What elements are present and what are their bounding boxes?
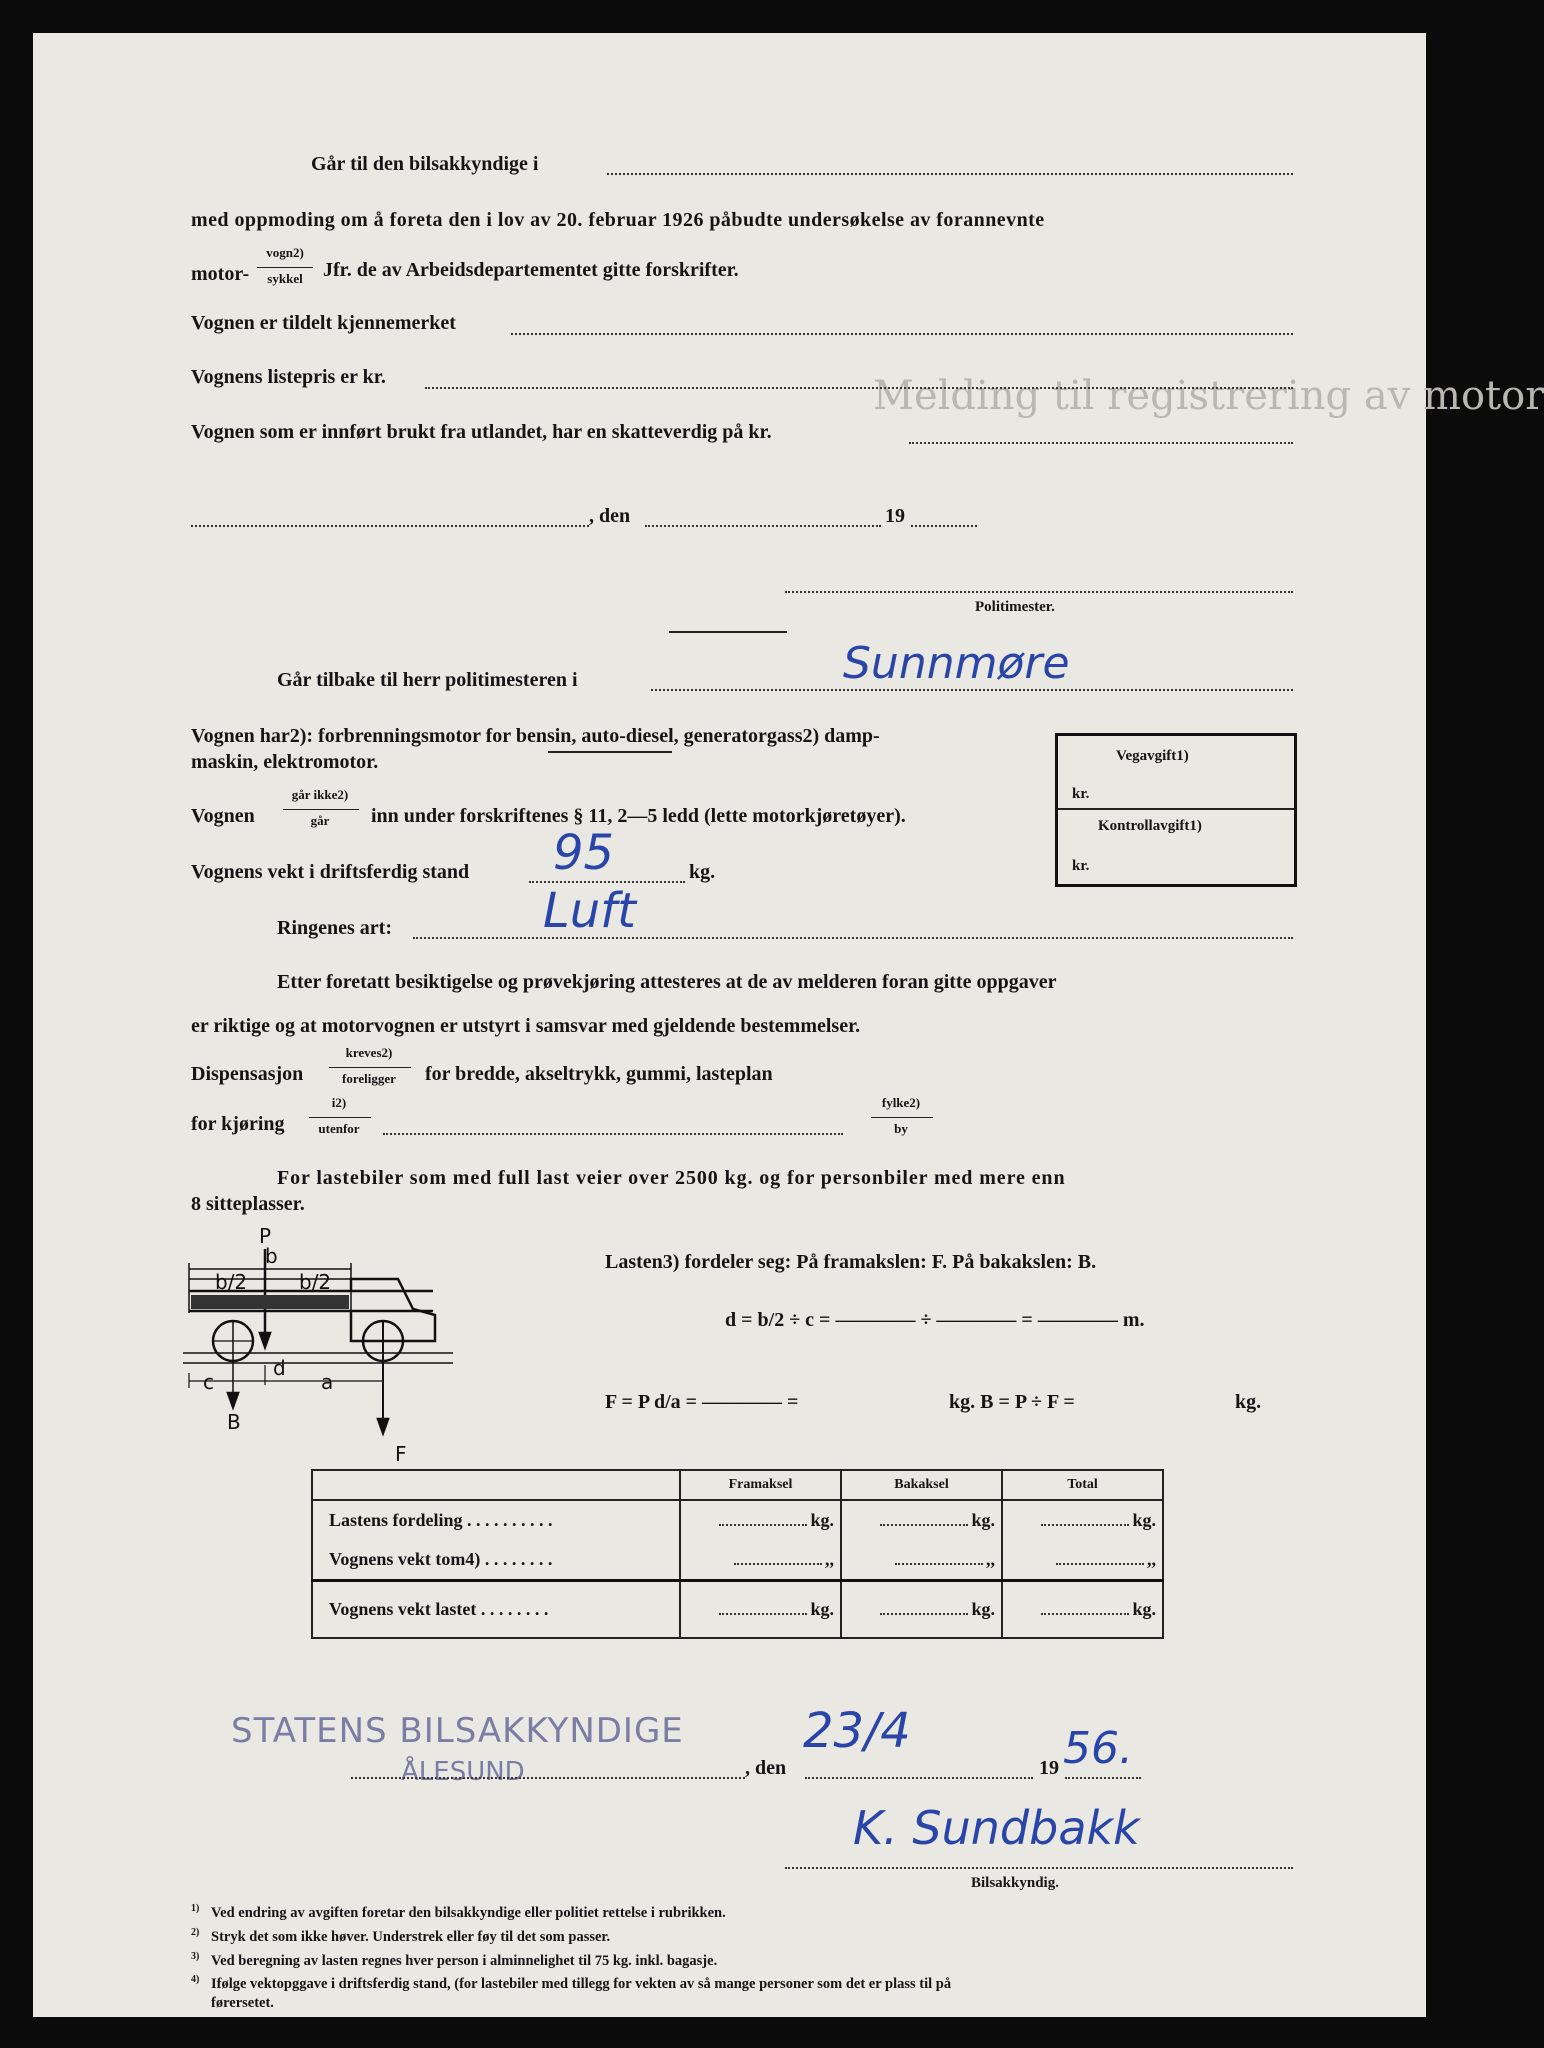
footnote-text: Ved endring av avgiften foretar den bilsakkyndige eller politiet rettelse i rubrikken. <box>211 1904 726 1921</box>
diagram-d: d <box>273 1356 286 1380</box>
table-cell[interactable]: kg. <box>841 1580 1002 1638</box>
returns-to-label: Går tilbake til herr politimesteren i <box>277 669 578 691</box>
county-frac-bottom: by <box>894 1121 908 1136</box>
county-frac-top: fylke2) <box>881 1095 921 1110</box>
table-cell[interactable]: ,, <box>1002 1540 1163 1580</box>
stamp-line-1: STATENS BILSAKKYNDIGE <box>231 1711 684 1751</box>
for-driving-label: for kjøring <box>191 1113 285 1135</box>
attest-line-1: Etter foretatt besiktigelse og prøvekjøring attesteres at de av melderen foran gitte oppgaver <box>277 971 1057 993</box>
diagram-P: P <box>259 1224 272 1248</box>
table-cell[interactable]: kg. <box>841 1500 1002 1540</box>
diagram-F: F <box>395 1442 407 1466</box>
table-row <box>312 1540 1163 1580</box>
motor-frac-top: vogn2) <box>266 245 304 260</box>
load-table <box>311 1469 1164 1639</box>
diagram-B: B <box>227 1410 241 1434</box>
table-cell[interactable]: kg. <box>680 1580 841 1638</box>
light-vehicle-vognen: Vognen <box>191 805 255 827</box>
drive-frac-bottom: utenfor <box>318 1121 360 1136</box>
police-signature-field[interactable] <box>785 591 1293 593</box>
tyres-label: Ringenes art: <box>277 917 392 939</box>
control-fee-label: Kontrollavgift1) <box>1098 818 1202 834</box>
disp-frac-top: kreves2) <box>345 1045 393 1060</box>
signoff-date-handwriting: 23/4 <box>803 1703 911 1759</box>
footnote-item <box>191 1923 951 1947</box>
date-field[interactable] <box>645 525 881 527</box>
table-cell[interactable]: kg. <box>1002 1500 1163 1540</box>
drive-frac-line <box>309 1117 371 1118</box>
signoff-year-prefix: 19 <box>1039 1757 1059 1779</box>
table-cell[interactable]: kg. <box>1002 1580 1163 1638</box>
motor-frac-line <box>257 267 313 268</box>
stamp-line-2: ÅLESUND <box>401 1757 525 1787</box>
table-cell[interactable]: ,, <box>841 1540 1002 1580</box>
import-value-field[interactable] <box>909 442 1293 444</box>
diagram-a: a <box>321 1370 334 1394</box>
footnotes <box>191 1899 951 2013</box>
county-field[interactable] <box>383 1133 843 1135</box>
road-tax-label: Vegavgift1) <box>1116 748 1189 764</box>
import-value-label: Vognen som er innført brukt fra utlandet, har en skatteverdig på kr. <box>191 421 772 443</box>
load-table-header-total: Total <box>1002 1470 1163 1500</box>
fee-box-divider <box>1058 808 1294 810</box>
expert-signature-field[interactable] <box>785 1867 1293 1869</box>
expert-location-field[interactable] <box>607 173 1293 175</box>
county-frac-line <box>871 1117 933 1118</box>
trucks-line-2: 8 sitteplasser. <box>191 1193 305 1215</box>
road-tax-kr[interactable]: kr. <box>1072 786 1090 802</box>
F-formula: F = P d/a = ———— = <box>605 1391 799 1413</box>
signoff-place-field[interactable] <box>351 1777 745 1779</box>
reg-mark-label: Vognen er tildelt kjennemerket <box>191 312 456 334</box>
place-field[interactable] <box>191 525 589 527</box>
goes-to-expert-label: Går til den bilsakkyndige i <box>311 153 539 175</box>
year-prefix: 19 <box>885 505 905 527</box>
tyres-handwriting: Luft <box>543 883 636 939</box>
diagram-b-half-1: b/2 <box>215 1270 248 1294</box>
bensin-underline <box>548 751 672 753</box>
section-divider <box>669 631 787 633</box>
weight-label: Vognens vekt i driftsferdig stand <box>191 861 470 883</box>
footnote-text: Ifølge vektopggave i driftsferdig stand, (for lastebiler med tillegg for vekten av så mange personer som det er plass til på <box>211 1976 952 1993</box>
disp-frac-line <box>329 1067 411 1068</box>
row-label: Lastens fordeling . . . . . . . . . . <box>312 1500 680 1540</box>
formula-kg-end: kg. <box>1235 1391 1262 1413</box>
footnote-number: 4) <box>191 1974 200 1986</box>
truck-load-diagram <box>183 1223 593 1473</box>
dispensation-label: Dispensasjon <box>191 1063 304 1085</box>
footnote-text: Ved beregning av lasten regnes hver person i alminnelighet til 75 kg. inkl. bagasje. <box>211 1952 718 1969</box>
list-price-label: Vognens listepris er kr. <box>191 366 386 388</box>
signoff-date-field[interactable] <box>805 1777 1033 1779</box>
expert-title: Bilsakkyndig. <box>971 1875 1059 1891</box>
footnote-item <box>191 1970 951 1994</box>
reg-mark-field[interactable] <box>511 333 1293 335</box>
attest-line-2: er riktige og at motorvognen er utstyrt i samsvar med gjeldende bestemmelser. <box>191 1015 861 1037</box>
weight-handwriting: 95 <box>553 825 615 881</box>
B-formula: kg. B = P ÷ F = <box>949 1391 1075 1413</box>
diagram-b: b <box>265 1244 278 1268</box>
footnote-text: førersetet. <box>211 1995 274 2012</box>
bleed-through-text: Melding til registrering av motor <box>873 373 1544 419</box>
load-table-header-rear: Bakaksel <box>841 1470 1002 1500</box>
disp-suffix: for bredde, akseltrykk, gummi, lasteplan <box>425 1063 773 1085</box>
disp-frac-bottom: foreligger <box>342 1071 396 1086</box>
motor-suffix: Jfr. de av Arbeidsdepartementet gitte forskrifter. <box>323 259 739 281</box>
returns-to-field[interactable] <box>651 689 1293 691</box>
row-label: Vognens vekt tom4) . . . . . . . . <box>312 1540 680 1580</box>
fee-box <box>1055 733 1297 887</box>
table-cell[interactable]: ,, <box>680 1540 841 1580</box>
year-field[interactable] <box>911 525 977 527</box>
light-frac-line <box>283 809 359 810</box>
diagram-b-half-2: b/2 <box>299 1270 332 1294</box>
police-chief-title: Politimester. <box>975 599 1055 615</box>
d-formula: d = b/2 ÷ c = ———— ÷ ———— = ———— m. <box>725 1309 1145 1331</box>
load-split-line: Lasten3) fordeler seg: På framakslen: F. På bakakslen: B. <box>605 1251 1097 1273</box>
drive-frac-top: i2) <box>331 1095 347 1110</box>
table-row <box>312 1500 1163 1540</box>
engine-line-2: maskin, elektromotor. <box>191 751 379 773</box>
row-label: Vognens vekt lastet . . . . . . . . <box>312 1580 680 1638</box>
light-frac-bottom: går <box>310 813 330 828</box>
signoff-year-handwriting: 56. <box>1063 1723 1133 1774</box>
date-den-label: , den <box>589 505 631 527</box>
footnote-number: 1) <box>191 1903 200 1914</box>
footnote-item <box>191 1947 951 1971</box>
request-line: med oppmoding om å foreta den i lov av 20. februar 1926 påbudte undersøkelse av forannevnte <box>191 209 1045 231</box>
table-cell[interactable]: kg. <box>680 1500 841 1540</box>
motor-prefix: motor- <box>191 263 250 285</box>
footnote-item <box>191 1899 951 1923</box>
motor-frac-bottom: sykkel <box>267 271 303 286</box>
signoff-den-label: , den <box>745 1757 787 1779</box>
footnote-item <box>191 1994 951 2013</box>
table-row <box>312 1580 1163 1638</box>
engine-line-1: Vognen har2): forbrenningsmotor for bensin, auto-diesel, generatorgass2) damp- <box>191 725 880 747</box>
footnote-number: 3) <box>191 1950 200 1962</box>
form-sheet <box>33 33 1544 2017</box>
diagram-c: c <box>203 1370 214 1394</box>
expert-signature: K. Sundbakk <box>853 1801 1140 1855</box>
footnote-number: 2) <box>191 1926 200 1938</box>
trucks-line-1: For lastebiler som med full last veier over 2500 kg. og for personbiler med mere enn <box>277 1167 1066 1189</box>
signoff-year-field[interactable] <box>1065 1777 1141 1779</box>
light-frac-top: går ikke2) <box>291 787 349 802</box>
light-suffix: inn under forskriftenes § 11, 2—5 ledd (lette motorkjøretøyer). <box>371 805 906 827</box>
footnote-text: Stryk det som ikke høver. Understrek eller føy til det som passer. <box>211 1928 611 1945</box>
list-price-field[interactable] <box>425 387 1293 389</box>
load-table-header-front: Framaksel <box>680 1470 841 1500</box>
returns-to-handwriting: Sunnmøre <box>843 638 1070 689</box>
load-table-header-blank <box>312 1470 680 1500</box>
control-fee-kr[interactable]: kr. <box>1072 858 1090 874</box>
weight-unit: kg. <box>689 861 716 883</box>
